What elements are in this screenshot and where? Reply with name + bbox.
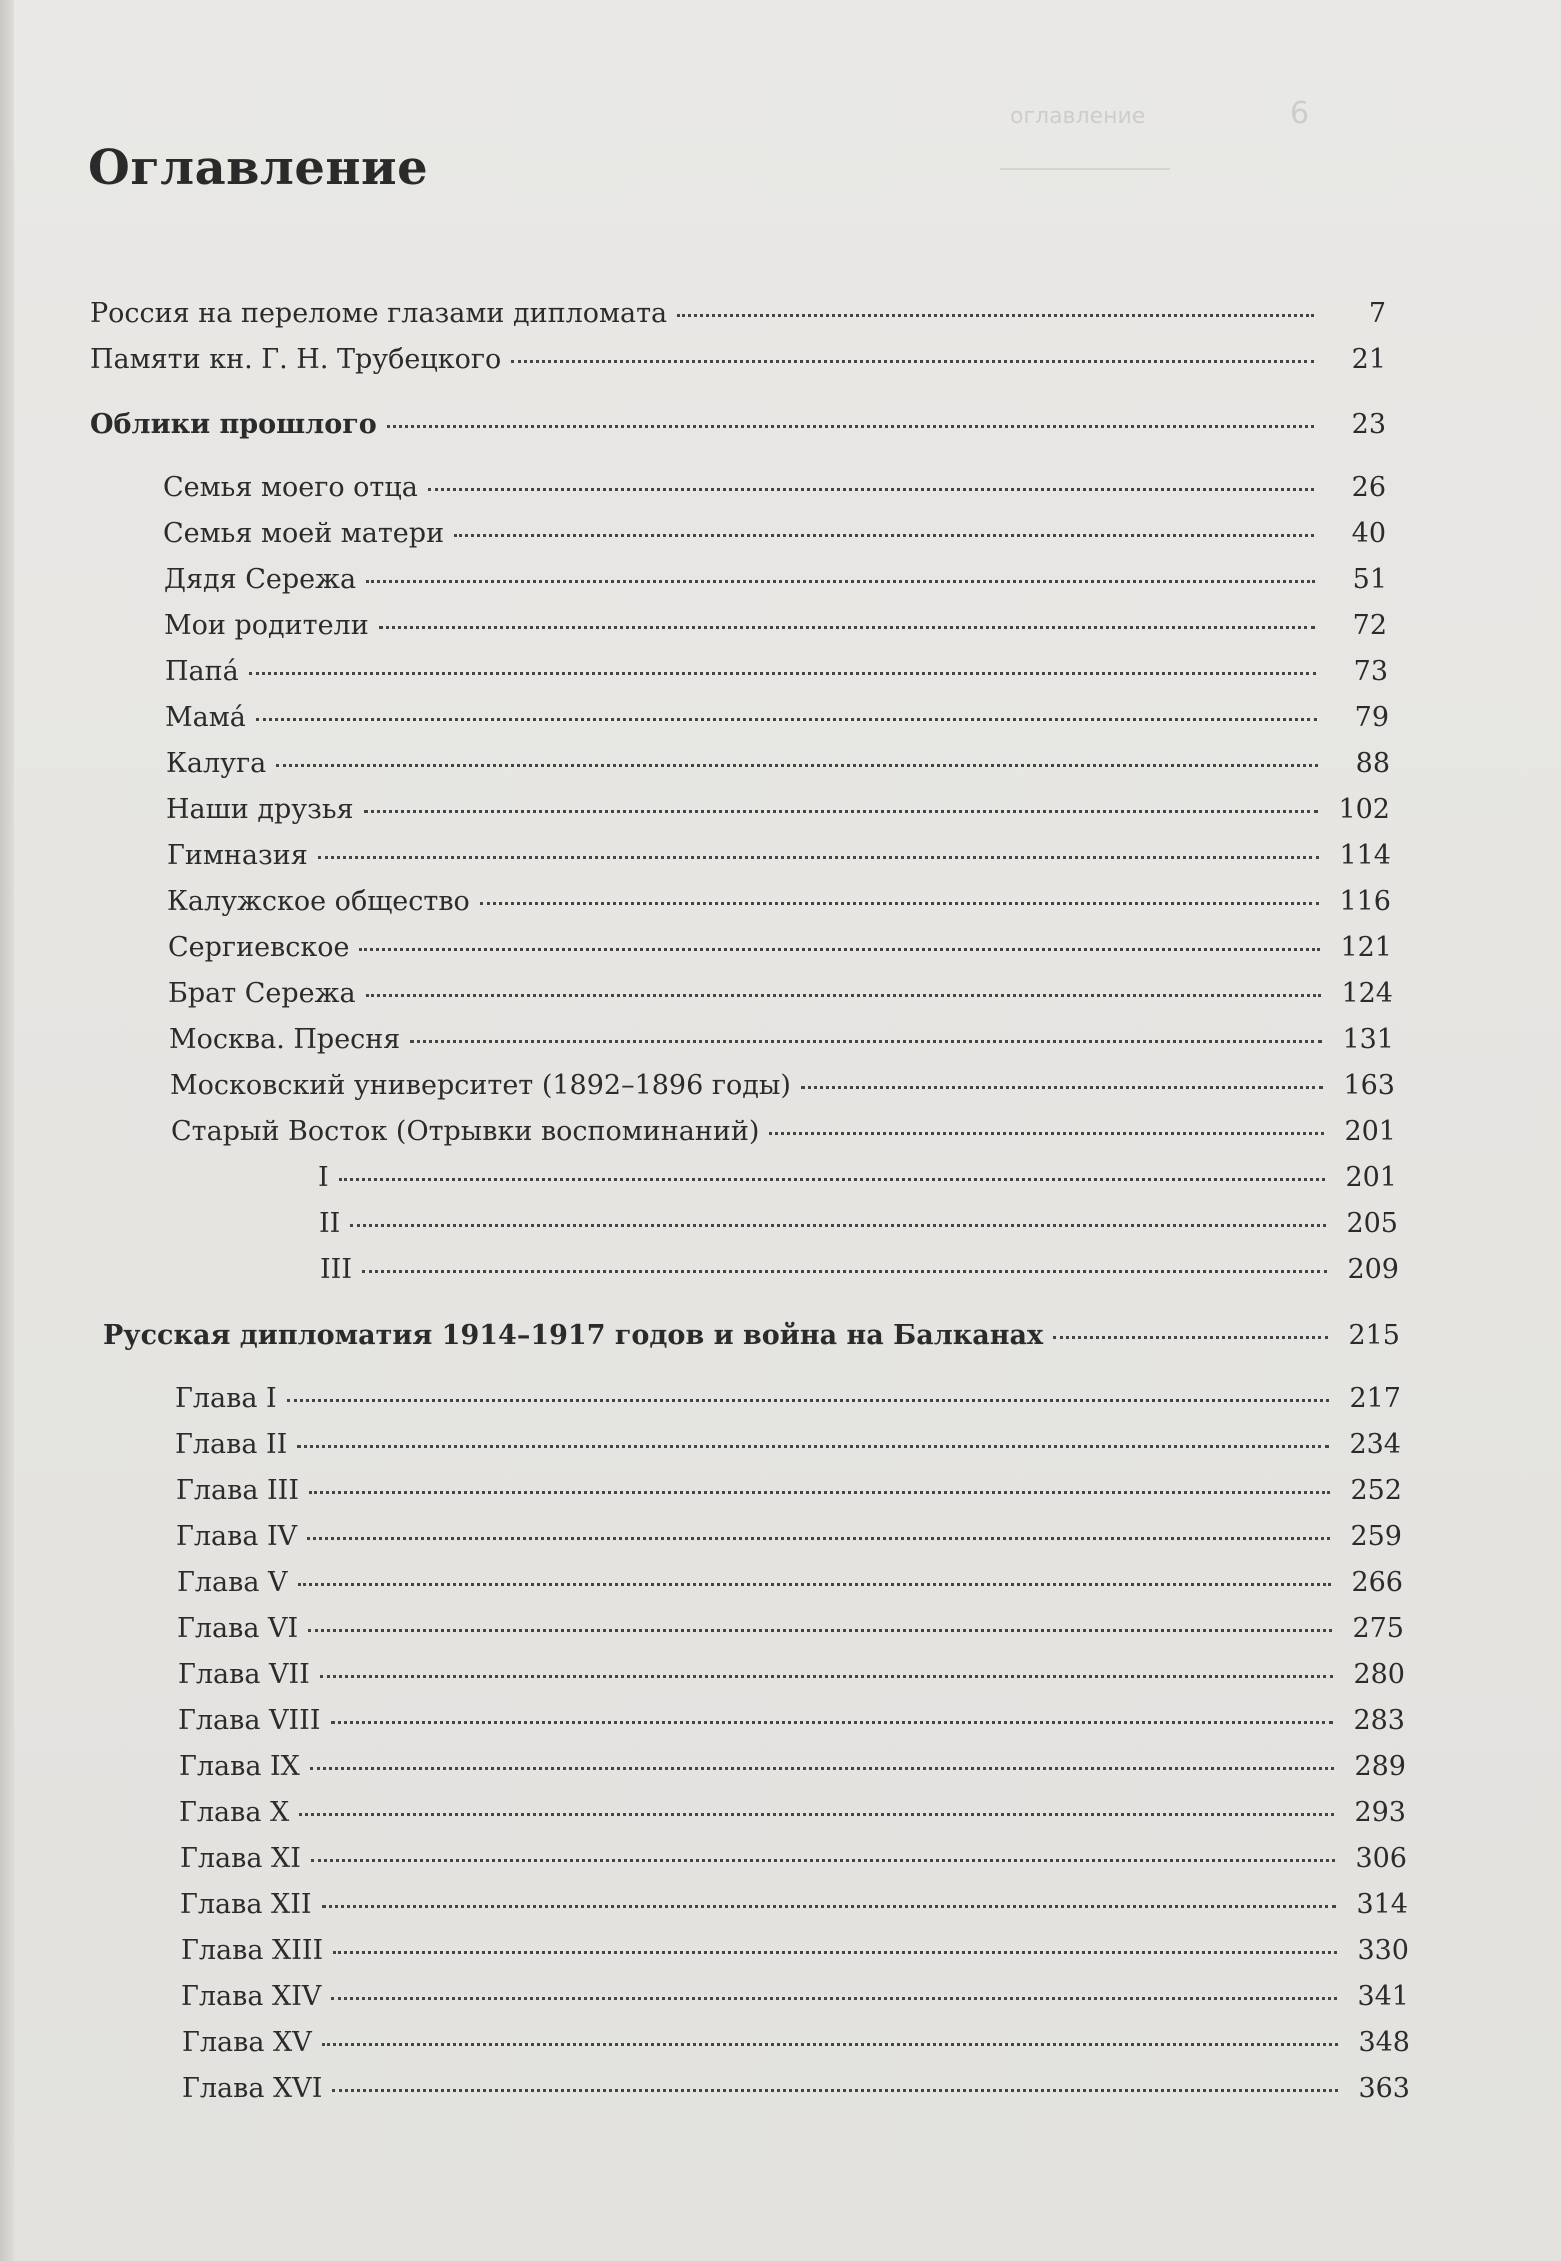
dot-leader	[256, 718, 1317, 721]
toc-part-label: Облики прошлого	[90, 409, 377, 440]
toc-entry	[177, 1613, 1404, 1653]
dot-leader	[364, 810, 1318, 813]
toc-entry	[169, 1024, 1394, 1064]
dot-leader	[297, 1445, 1329, 1448]
toc-part-label: Русская дипломатия 1914–1917 годов и война на Балканах	[103, 1320, 1044, 1351]
toc-entry-label: Семья моего отца	[163, 472, 418, 503]
toc-entry-label: Старый Восток (Отрывки воспоминаний)	[171, 1116, 760, 1147]
toc-entry	[164, 564, 1387, 604]
toc-entry-label: Мои родители	[164, 610, 369, 641]
toc-entry-page: 116	[1339, 886, 1391, 917]
dot-leader	[359, 948, 1320, 951]
dot-leader	[366, 580, 1315, 583]
toc-entry-page: 348	[1358, 2027, 1410, 2058]
toc-entry-label: Глава IX	[179, 1751, 300, 1782]
toc-entry	[166, 748, 1390, 788]
toc-entry-page: 306	[1355, 1843, 1407, 1874]
toc-entry	[181, 1935, 1409, 1975]
dot-leader	[454, 534, 1314, 537]
toc-entry	[166, 794, 1390, 834]
toc-entry-page: 252	[1350, 1475, 1402, 1506]
dot-leader	[311, 1859, 1335, 1862]
dot-leader	[322, 1905, 1336, 1908]
toc-entry-page: 114	[1339, 840, 1391, 871]
dot-leader	[366, 994, 1321, 997]
toc-entry-label: Глава II	[175, 1429, 288, 1460]
toc-entry-label: Глава XVI	[182, 2073, 323, 2104]
toc-entry-label: Памяти кн. Г. Н. Трубецкого	[90, 344, 502, 375]
toc-entry	[179, 1797, 1406, 1837]
toc-entry	[165, 702, 1389, 742]
toc-entry-page: 201	[1345, 1162, 1397, 1193]
toc-entry	[182, 2027, 1410, 2067]
dot-leader	[339, 1178, 1325, 1181]
toc-entry-label: II	[319, 1208, 341, 1239]
toc-entry	[179, 1751, 1406, 1791]
toc-entry	[163, 472, 1386, 512]
toc-entry	[180, 1843, 1407, 1883]
dot-leader	[677, 314, 1314, 317]
toc-subentry	[318, 1162, 1397, 1202]
dot-leader	[511, 360, 1314, 363]
toc-entry-label: Калуга	[166, 748, 267, 779]
toc-entry	[176, 1475, 1402, 1515]
dot-leader	[320, 1675, 1333, 1678]
toc-entry	[175, 1383, 1401, 1423]
toc-entry	[167, 840, 1391, 880]
toc-entry	[178, 1705, 1405, 1745]
toc-part-page: 23	[1351, 409, 1386, 440]
toc-entry	[163, 518, 1386, 558]
toc-entry-label: Россия на переломе глазами дипломата	[90, 298, 668, 329]
toc-entry-page: 124	[1341, 978, 1393, 1009]
toc-entry	[168, 932, 1392, 972]
toc-entry-label: Глава IV	[176, 1521, 298, 1552]
toc-entry-label: Глава XIV	[181, 1981, 322, 2012]
page-edge	[0, 0, 14, 2261]
toc-entry-page: 293	[1354, 1797, 1406, 1828]
toc-entry-label: Глава V	[177, 1567, 288, 1598]
toc-entry	[167, 886, 1391, 926]
toc-entry-label: Глава XI	[180, 1843, 301, 1874]
toc-entry	[170, 1070, 1395, 1110]
toc-entry	[181, 1981, 1409, 2021]
dot-leader	[276, 764, 1318, 767]
toc-entry-label: Глава XII	[180, 1889, 312, 1920]
toc-entry-page: 163	[1343, 1070, 1395, 1101]
toc-entry-page: 51	[1352, 564, 1387, 595]
toc-entry-page: 330	[1357, 1935, 1409, 1966]
toc-part-page: 215	[1348, 1320, 1400, 1351]
toc-entry-page: 266	[1351, 1567, 1403, 1598]
toc-entry-label: Глава I	[175, 1383, 277, 1414]
dot-leader	[331, 1721, 1333, 1724]
toc-entry	[178, 1659, 1405, 1699]
toc-entry	[176, 1521, 1402, 1561]
toc-entry-label: Папá	[165, 656, 239, 687]
ghost-header-number: 6	[1290, 96, 1310, 131]
toc-entry-label: Наши друзья	[166, 794, 354, 825]
toc-entry-label: Москва. Пресня	[169, 1024, 401, 1055]
dot-leader	[318, 856, 1319, 859]
toc-entry-page: 72	[1352, 610, 1387, 641]
toc-entry-page: 79	[1354, 702, 1389, 733]
toc-entry-page: 7	[1368, 298, 1386, 329]
dot-leader	[310, 1767, 1334, 1770]
toc-entry	[175, 1429, 1401, 1469]
dot-leader	[331, 1997, 1337, 2000]
toc-entry-page: 283	[1353, 1705, 1405, 1736]
toc-entry-label: Мамá	[165, 702, 246, 733]
toc-entry-page: 201	[1344, 1116, 1396, 1147]
dot-leader	[387, 425, 1314, 428]
ghost-rule	[1000, 168, 1170, 170]
toc-entry-page: 209	[1347, 1254, 1399, 1285]
dot-leader	[249, 672, 1316, 675]
toc-entry-page: 131	[1342, 1024, 1394, 1055]
toc-entry-page: 259	[1350, 1521, 1402, 1552]
toc-entry-label: Глава VIII	[178, 1705, 321, 1736]
toc-entry	[165, 656, 1388, 696]
toc-entry-label: Глава VII	[178, 1659, 310, 1690]
dot-leader	[769, 1132, 1324, 1135]
toc-subentry	[319, 1208, 1398, 1248]
toc-entry-page: 217	[1349, 1383, 1401, 1414]
toc-entry-page: 121	[1340, 932, 1392, 963]
toc-entry-page: 26	[1351, 472, 1386, 503]
toc-entry-page: 234	[1349, 1429, 1401, 1460]
ghost-header-word: оглавление	[1010, 104, 1146, 129]
dot-leader	[309, 1491, 1330, 1494]
toc-part-heading	[90, 409, 1386, 449]
toc-entry	[171, 1116, 1396, 1156]
toc-entry-label: Калужское общество	[167, 886, 470, 917]
toc-entry-label: Гимназия	[167, 840, 308, 871]
toc-entry-page: 280	[1353, 1659, 1405, 1690]
toc-entry-label: Брат Сережа	[168, 978, 356, 1009]
toc-entry-label: Глава XIII	[181, 1935, 324, 1966]
toc-entry-page: 88	[1355, 748, 1390, 779]
dot-leader	[308, 1629, 1332, 1632]
toc-entry-label: Глава X	[179, 1797, 290, 1828]
toc-entry-page: 21	[1351, 344, 1386, 375]
dot-leader	[307, 1537, 1330, 1540]
dot-leader	[287, 1399, 1329, 1402]
dot-leader	[333, 1951, 1337, 1954]
toc-entry-page: 289	[1354, 1751, 1406, 1782]
page-title: Оглавление	[88, 140, 429, 196]
toc-entry-label: Глава III	[176, 1475, 300, 1506]
toc-entry	[164, 610, 1387, 650]
toc-entry-label: Сергиевское	[168, 932, 350, 963]
dot-leader	[298, 1583, 1331, 1586]
toc-entry	[182, 2073, 1410, 2113]
toc-entry	[90, 298, 1386, 338]
dot-leader	[362, 1270, 1327, 1273]
dot-leader	[322, 2043, 1338, 2046]
toc-entry-page: 73	[1353, 656, 1388, 687]
toc-entry	[90, 344, 1386, 384]
toc-entry-page: 275	[1352, 1613, 1404, 1644]
dot-leader	[410, 1040, 1322, 1043]
toc-entry-label: Семья моей матери	[163, 518, 445, 549]
toc-entry-label: Московский университет (1892–1896 годы)	[170, 1070, 791, 1101]
toc-part-heading	[103, 1320, 1400, 1360]
toc-entry	[180, 1889, 1408, 1929]
dot-leader	[801, 1086, 1323, 1089]
toc-entry-label: III	[320, 1254, 352, 1285]
toc-entry-page: 40	[1351, 518, 1386, 549]
dot-leader	[428, 488, 1314, 491]
toc-entry-page: 341	[1357, 1981, 1409, 2012]
toc-entry-label: Глава XV	[182, 2027, 312, 2058]
dot-leader	[379, 626, 1315, 629]
toc-entry-page: 314	[1356, 1889, 1408, 1920]
toc-entry-page: 102	[1338, 794, 1390, 825]
dot-leader	[299, 1813, 1334, 1816]
dot-leader	[480, 902, 1319, 905]
toc-entry-label: Глава VI	[177, 1613, 299, 1644]
toc-entry-page: 363	[1358, 2073, 1410, 2104]
toc-entry	[177, 1567, 1403, 1607]
dot-leader	[1053, 1336, 1328, 1339]
dot-leader	[332, 2089, 1338, 2092]
toc-entry-label: Дядя Сережа	[164, 564, 357, 595]
toc-entry-page: 205	[1346, 1208, 1398, 1239]
dot-leader	[350, 1224, 1326, 1227]
toc-entry	[168, 978, 1393, 1018]
toc-subentry	[320, 1254, 1399, 1294]
toc-entry-label: I	[318, 1162, 329, 1193]
